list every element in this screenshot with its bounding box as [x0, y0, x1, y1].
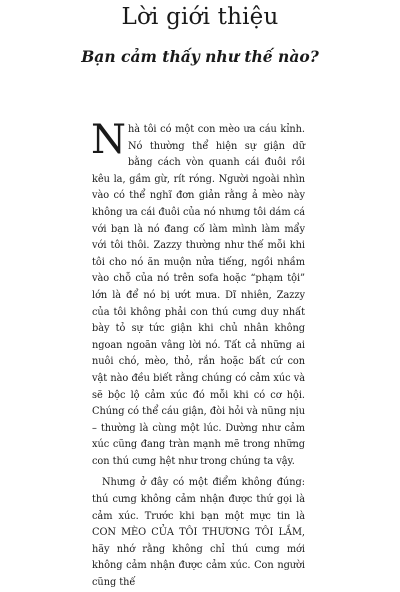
drop-cap: N [91, 117, 126, 163]
chapter-title: Lời giới thiệu [121, 4, 279, 30]
paragraph-2: Nhưng ở đây có một điểm không đúng: thú cưng không cảm nhận được thứ gọi là cảm xúc. Trước khi bạn một mực tin là CON MÈO CỦA TÔI THƯƠNG TÔI LẮM, hãy nhớ rằng không chỉ thú cưng mới không cảm nhận được cảm xúc. Con người cũng thế [92, 477, 305, 589]
chapter-subtitle: Bạn cảm thấy như thế nào? [81, 47, 319, 66]
paragraph-1 [91, 117, 305, 470]
body-text [91, 117, 305, 592]
paragraph-1-text: hà tôi có một con mèo ưa cáu kỉnh. Nó thường thể hiện sự giận dữ bằng cách vòn quanh cái đuôi rồi kêu la, gầm gừ, rít róng. Người ngoài nhìn vào có thể nghĩ đơn giản rằng ả mèo này không ưa cái đuôi của nó nhưng tôi dám cá với bạn là nó đang cố làm mình làm mẩy với tôi thôi. Zazzy thường như thế mỗi khi tôi cho nó ăn muộn nửa tiếng, ngồi nhầm vào chỗ của nó trên sofa hoặc “phạm tội” lớn là để nó bị ướt mưa. Dĩ nhiên, Zazzy của tôi không phải con thú cưng duy nhất bày tỏ sự tức giận khi chủ nhân không ngoan ngoãn vâng lời nó. Tất cả những ai nuôi chó, mèo, thỏ, rắn hoặc bất cứ con vật nào đều biết rằng chúng có cảm xúc và sẽ bộc lộ cảm xúc đó mỗi khi có cơ hội. Chúng có thể cáu giận, đòi hỏi và nũng nịu – thường là cùng một lúc. Dường như cảm xúc cũng đang tràn mạnh mẽ trong những con thú cưng hệt như trong chúng ta vậy. [92, 124, 305, 467]
